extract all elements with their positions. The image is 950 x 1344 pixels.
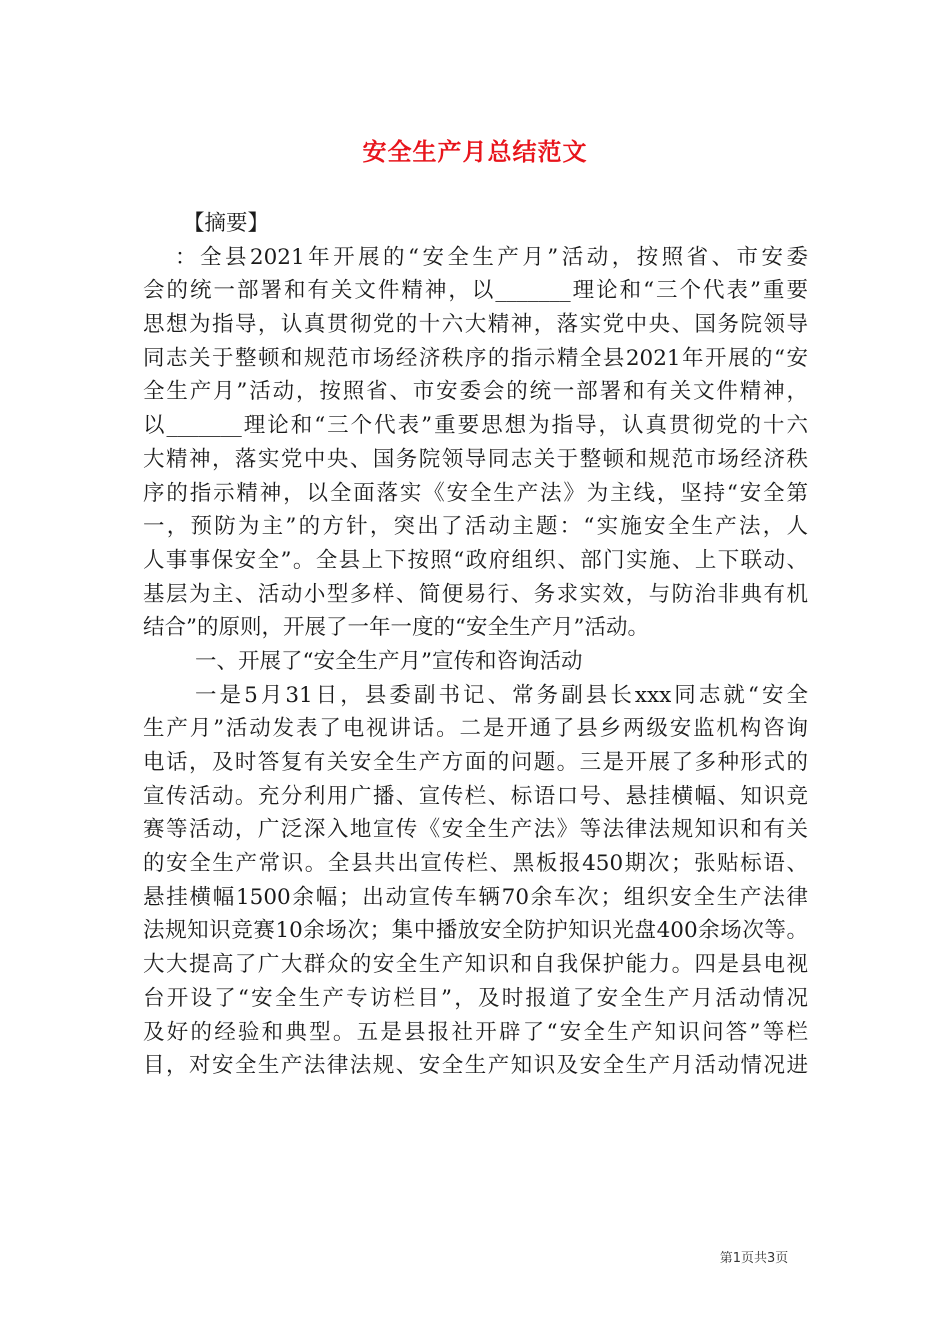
paragraph-line: 大精神，落实党中央、国务院领导同志关于整顿和规范市场经济秩 (143, 446, 808, 472)
paragraph-line: 人事事保安全”。全县上下按照“政府组织、部门实施、上下联动、 (143, 547, 808, 573)
paragraph-line: 台开设了“安全生产专访栏目”，及时报道了安全生产月活动情况 (143, 985, 808, 1011)
paragraph-line: 电话，及时答复有关安全生产方面的问题。三是开展了多种形式的 (143, 750, 808, 775)
paragraph-line: 赛等活动，广泛深入地宣传《安全生产法》等法律法规知识和有关 (143, 817, 808, 843)
paragraph-line: 及好的经验和典型。五是县报社开辟了“安全生产知识问答”等栏 (143, 1019, 808, 1045)
paragraph-line: 序的指示精神，以全面落实《安全生产法》为主线，坚持“安全第 (143, 480, 808, 506)
paragraph-line: ：全县2021年开展的“安全生产月”活动，按照省、市安委 (175, 244, 808, 270)
paragraph-line: 生产月”活动发表了电视讲话。二是开通了县乡两级安监机构咨询 (143, 716, 808, 742)
paragraph-line: 思想为指导，认真贯彻党的十六大精神，落实党中央、国务院领导 (143, 312, 808, 338)
paragraph-line: 会的统一部署和有关文件精神，以_______理论和“三个代表”重要 (143, 278, 808, 304)
paragraph-line: 大大提高了广大群众的安全生产知识和自我保护能力。四是县电视 (143, 952, 808, 978)
paragraph-line: 基层为主、活动小型多样、简便易行、务求实效，与防治非典有机 (143, 581, 808, 607)
paragraph-line: 的安全生产常识。全县共出宣传栏、黑板报450期次；张贴标语、 (143, 851, 808, 877)
section-heading: 一、开展了“安全生产月”宣传和咨询活动 (195, 648, 583, 674)
paragraph-line: 一，预防为主”的方针，突出了活动主题：“实施安全生产法，人 (143, 514, 808, 540)
paragraph-line: 结合”的原则，开展了一年一度的“安全生产月”活动。 (143, 615, 649, 641)
abstract-label: 【摘要】 (183, 211, 270, 236)
paragraph-line: 以_______理论和“三个代表”重要思想为指导，认真贯彻党的十六 (143, 413, 808, 439)
paragraph-line: 一是5月31日，县委副书记、常务副县长xxx同志就“安全 (195, 682, 808, 708)
document-title: 安全生产月总结范文 (362, 138, 588, 166)
document-body (143, 207, 808, 1083)
paragraph-line: 同志关于整顿和规范市场经济秩序的指示精全县2021年开展的“安 (143, 345, 808, 371)
paragraph-line: 法规知识竞赛10余场次；集中播放安全防护知识光盘400余场次等。 (143, 918, 808, 944)
paragraph-line: 宣传活动。充分利用广播、宣传栏、标语口号、悬挂横幅、知识竞 (143, 783, 808, 809)
page-indicator: 第1页共3页 (719, 1251, 789, 1266)
paragraph-line: 目，对安全生产法律法规、安全生产知识及安全生产月活动情况进 (143, 1053, 808, 1079)
paragraph-line: 全生产月”活动，按照省、市安委会的统一部署和有关文件精神， (143, 379, 808, 405)
paragraph-line: 悬挂横幅1500余幅；出动宣传车辆70余车次；组织安全生产法律 (143, 884, 808, 910)
